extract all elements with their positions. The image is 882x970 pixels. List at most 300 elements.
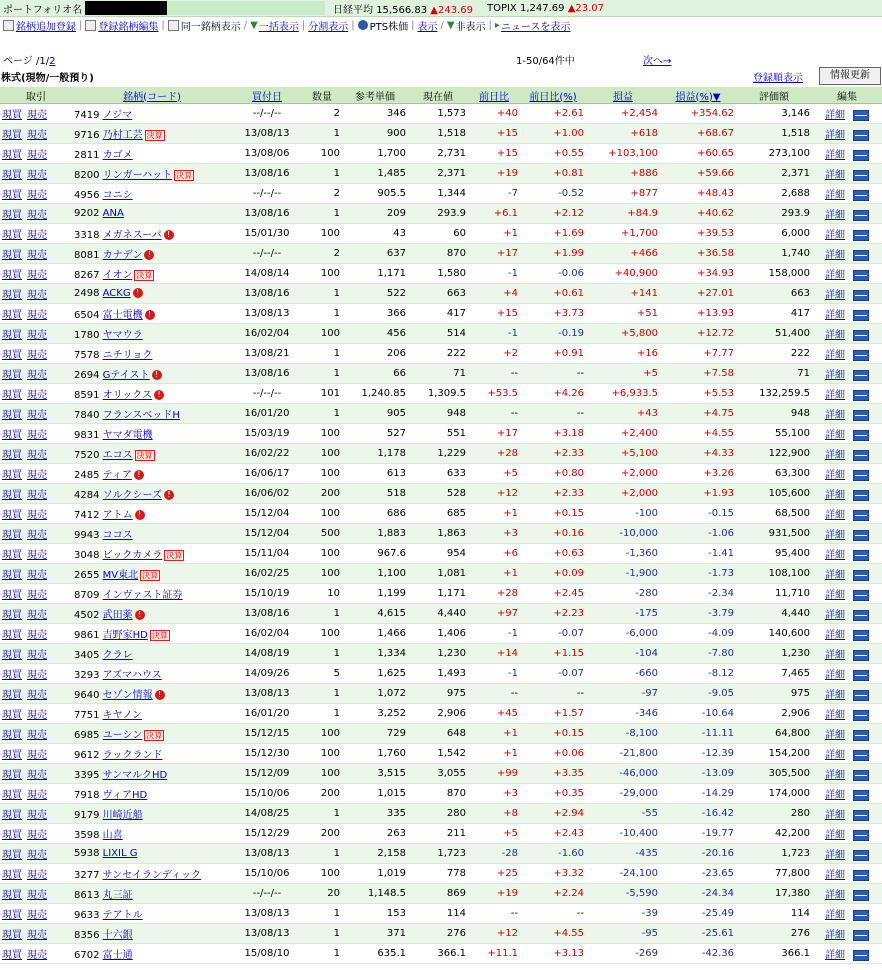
mail-icon[interactable] [853,150,869,161]
edit-brand-link[interactable]: 登録銘柄編集 [98,21,159,33]
buy-link[interactable]: 現買 [2,370,22,381]
detail-link[interactable]: 詳細 [825,470,845,481]
sell-link[interactable]: 現売 [27,230,47,241]
sort-link[interactable]: 損益(%)▼ [675,91,721,103]
pts-show-link[interactable]: 表示 [417,21,438,33]
mail-icon[interactable] [853,270,869,281]
table-row [0,184,882,204]
purchase-date: 13/08/16 [232,164,302,184]
mail-icon[interactable] [853,690,869,701]
brand-code: 8613 [74,890,103,901]
buy-link[interactable]: 現買 [2,710,22,721]
brand-name-link[interactable]: クラレ [102,650,133,661]
mail-icon[interactable] [853,830,869,841]
buy-link[interactable]: 現買 [2,910,22,921]
mail-icon[interactable] [853,930,869,941]
detail-link[interactable]: 詳細 [825,790,845,801]
brand-name-link[interactable]: イオン [102,270,133,281]
sell-link[interactable]: 現売 [27,870,47,881]
sell-link[interactable]: 現売 [27,690,47,701]
brand-name-link[interactable]: 十六銀 [102,930,133,941]
mail-icon[interactable] [853,370,869,381]
detail-link[interactable]: 詳細 [825,330,845,341]
detail-link[interactable]: 詳細 [825,830,845,841]
brand-code: 7840 [74,410,103,421]
sell-link[interactable]: 現売 [27,910,47,921]
brand-name-link[interactable]: ティア [102,470,132,481]
brand-name-link[interactable]: コニシ [102,190,133,201]
detail-link[interactable]: 詳細 [825,550,845,561]
add-brand-link[interactable]: 銘柄追加登録 [16,21,76,33]
reference-unit-price: 967.6 [342,544,408,564]
buy-link[interactable]: 現買 [2,310,22,321]
brand-name-link[interactable]: ニチリョク [102,350,153,361]
brand-name-link[interactable]: 川崎近船 [102,810,143,821]
sell-link[interactable]: 現売 [27,750,47,761]
day-change: +25 [468,864,520,884]
brand-name-link[interactable]: ノジマ [102,110,133,121]
mail-icon[interactable] [853,250,869,261]
buy-link[interactable]: 現買 [2,170,22,181]
current-price: 1,230 [408,644,468,664]
buy-link[interactable]: 現買 [2,690,22,701]
brand-name-link[interactable]: 乃村工芸 [102,130,143,141]
sell-link[interactable]: 現売 [27,490,47,501]
mail-icon[interactable] [853,230,869,241]
brand-name-link[interactable]: メガネスーパ [102,230,162,241]
mail-icon[interactable] [853,330,869,341]
brand-name-link[interactable]: 吉野家HD [102,630,148,641]
sell-link[interactable]: 現売 [27,130,47,141]
day-change-pct: +2.12 [520,204,586,224]
detail-link[interactable]: 詳細 [825,290,845,301]
detail-link[interactable]: 詳細 [825,770,845,781]
sell-link[interactable]: 現売 [27,390,47,401]
buy-link[interactable]: 現買 [2,330,22,341]
buy-link[interactable]: 現買 [2,810,22,821]
current-price: 514 [408,324,468,344]
bulk-view-link[interactable]: 一括表示 [258,21,299,33]
buy-link[interactable]: 現買 [2,550,22,561]
mail-icon[interactable] [853,390,869,401]
profit-loss: +141 [586,284,660,304]
buy-link[interactable]: 現買 [2,430,22,441]
brand-name-link[interactable]: セゾン情報 [102,690,153,701]
brand-name-link[interactable]: Gテイスト [102,370,150,381]
mail-icon[interactable] [853,450,869,461]
quantity: 1 [302,644,342,664]
detail-link[interactable]: 詳細 [825,510,845,521]
brand-code: 3395 [74,770,103,781]
brand-name-link[interactable]: カゴメ [102,150,133,161]
detail-link[interactable]: 詳細 [825,870,845,881]
buy-link[interactable]: 現買 [2,110,22,121]
brand-name-link[interactable]: 山喜 [102,830,123,841]
day-change: +28 [468,444,520,464]
brand-name-link[interactable]: ココス [102,530,133,541]
mail-icon[interactable] [853,610,869,621]
sell-link[interactable]: 現売 [27,670,47,681]
buy-link[interactable]: 現買 [2,730,22,741]
column-header[interactable] [232,87,302,104]
detail-link[interactable]: 詳細 [825,910,845,921]
buy-link[interactable]: 現買 [2,770,22,781]
mail-icon[interactable] [853,950,869,961]
detail-link[interactable]: 詳細 [825,690,845,701]
sell-link[interactable]: 現売 [27,510,47,521]
buy-link[interactable]: 現買 [2,130,22,141]
sell-link[interactable]: 現売 [27,350,47,361]
brand-name-link[interactable]: ビックカメラ [102,550,163,561]
buy-link[interactable]: 現買 [2,190,22,201]
buy-link[interactable]: 現買 [2,650,22,661]
mail-icon[interactable] [853,710,869,721]
next-page-link[interactable]: 次へ→ [643,56,672,67]
split-view-link[interactable]: 分割表示 [308,21,349,33]
edit-cell [812,764,882,784]
brand-cell [72,804,232,824]
portfolio-name-field[interactable] [85,1,167,15]
detail-link[interactable]: 詳細 [825,590,845,601]
buy-link[interactable]: 現買 [2,630,22,641]
detail-link[interactable]: 詳細 [825,730,845,741]
mail-icon[interactable] [853,550,869,561]
mail-icon[interactable] [853,310,869,321]
mail-icon[interactable] [853,290,869,301]
detail-link[interactable]: 詳細 [825,430,845,441]
profit-loss-pct: -25.61 [660,924,736,944]
brand-name-link[interactable]: MV東北 [102,570,139,581]
detail-link[interactable]: 詳細 [825,630,845,641]
sell-link[interactable]: 現売 [27,470,47,481]
sell-link[interactable]: 現売 [27,950,47,961]
valuation: 280 [736,804,812,824]
detail-link[interactable]: 詳細 [825,210,845,221]
buy-link[interactable]: 現買 [2,510,22,521]
reference-unit-price: 518 [342,484,408,504]
detail-link[interactable]: 詳細 [825,170,845,181]
sell-link[interactable]: 現売 [27,310,47,321]
brand-name-link[interactable]: LIXIL G [102,848,138,859]
buy-link[interactable]: 現買 [2,390,22,401]
brand-name-link[interactable]: テアトル [102,910,143,921]
detail-link[interactable]: 詳細 [825,750,845,761]
buy-link[interactable]: 現買 [2,270,22,281]
brand-name-link[interactable]: ユーシン [102,730,143,741]
trade-cell [0,644,72,664]
brand-cell [72,944,232,964]
sell-link[interactable]: 現売 [27,450,47,461]
buy-link[interactable]: 現買 [2,930,22,941]
buy-link[interactable]: 現買 [2,610,22,621]
day-change: +6 [468,544,520,564]
mail-icon[interactable] [853,910,869,921]
sort-link[interactable]: 買付日 [252,91,282,103]
brand-code: 5938 [74,848,103,859]
detail-link[interactable]: 詳細 [825,570,845,581]
buy-link[interactable]: 現買 [2,670,22,681]
buy-link[interactable]: 現買 [2,250,22,261]
detail-link[interactable]: 詳細 [825,230,845,241]
mail-icon[interactable] [853,530,869,541]
buy-link[interactable]: 現買 [2,230,22,241]
trade-cell [0,284,72,304]
brand-name-link[interactable]: ヴィアHD [102,790,148,801]
sell-link[interactable]: 現売 [27,370,47,381]
profit-loss-pct: -12.39 [660,744,736,764]
buy-link[interactable]: 現買 [2,850,22,861]
brand-name-link[interactable]: アトム [102,510,133,521]
purchase-date: 16/06/17 [232,464,302,484]
mail-icon[interactable] [853,130,869,141]
brand-name-link[interactable]: サンセイランディック [102,870,202,881]
brand-name-link[interactable]: ラックランド [102,750,163,761]
sell-link[interactable]: 現売 [27,890,47,901]
sell-link[interactable]: 現売 [27,710,47,721]
brand-name-link[interactable]: ソルクシーズ [102,490,162,501]
buy-link[interactable]: 現買 [2,450,22,461]
brand-name-link[interactable]: 丸三証 [102,890,133,901]
sort-link[interactable]: 損益 [613,91,633,103]
quantity: 100 [302,224,342,244]
refresh-button[interactable]: 情報更新 [819,67,881,85]
brand-name-link[interactable]: フランスベッドH [102,410,180,421]
mail-icon[interactable] [853,490,869,501]
pts-hide-label: 非表示 [455,21,486,33]
mail-icon[interactable] [853,350,869,361]
brand-name-link[interactable]: エコス [102,450,133,461]
purchase-date: 15/01/30 [232,224,302,244]
buy-link[interactable]: 現買 [2,410,22,421]
detail-link[interactable]: 詳細 [825,930,845,941]
detail-link[interactable]: 詳細 [825,490,845,501]
sort-link[interactable]: 前日比(%) [529,91,577,103]
sell-link[interactable]: 現売 [27,770,47,781]
sell-link[interactable]: 現売 [27,610,47,621]
brand-cell [72,184,232,204]
sell-link[interactable]: 現売 [27,530,47,541]
column-header[interactable] [586,87,660,104]
detail-link[interactable]: 詳細 [825,370,845,381]
detail-link[interactable]: 詳細 [825,190,845,201]
brand-name-link[interactable]: アズマハウス [102,670,162,681]
detail-link[interactable]: 詳細 [825,670,845,681]
sell-link[interactable]: 現売 [27,850,47,861]
brand-cell [72,304,232,324]
table-row [0,604,882,624]
valuation: 1,723 [736,844,812,864]
mail-icon[interactable] [853,770,869,781]
brand-name-link[interactable]: 富士通 [102,950,133,961]
sell-link[interactable]: 現売 [27,410,47,421]
buy-link[interactable]: 現買 [2,590,22,601]
brand-name-link[interactable]: 武田薬 [102,610,133,621]
reference-unit-price: 905 [342,404,408,424]
detail-link[interactable]: 詳細 [825,710,845,721]
brand-name-link[interactable]: カナデン [102,250,143,261]
mail-icon[interactable] [853,650,869,661]
buy-link[interactable]: 現買 [2,950,22,961]
mail-icon[interactable] [853,410,869,421]
buy-link[interactable]: 現買 [2,750,22,761]
buy-link[interactable]: 現買 [2,350,22,361]
buy-link[interactable]: 現買 [2,570,22,581]
detail-link[interactable]: 詳細 [825,150,845,161]
detail-link[interactable]: 詳細 [825,450,845,461]
brand-name-link[interactable]: 富士電機 [102,310,143,321]
brand-code: 7918 [74,790,103,801]
sell-link[interactable]: 現売 [27,790,47,801]
sell-link[interactable]: 現売 [27,430,47,441]
brand-name-link[interactable]: ANA [102,208,124,219]
detail-link[interactable]: 詳細 [825,650,845,661]
profit-loss: +5,100 [586,444,660,464]
detail-link[interactable]: 詳細 [825,850,845,861]
brand-name-link[interactable]: ヤマダ電機 [102,430,153,441]
trade-cell [0,504,72,524]
day-change-pct: -0.07 [520,664,586,684]
mail-icon[interactable] [853,510,869,521]
sell-link[interactable]: 現売 [27,730,47,741]
day-change-pct: +3.18 [520,424,586,444]
brand-cell [72,444,232,464]
detail-link[interactable]: 詳細 [825,350,845,361]
nikkei-index: 日経平均 15,566.83 ▲243.69 [333,4,473,16]
buy-link[interactable]: 現買 [2,290,22,301]
mail-icon[interactable] [853,590,869,601]
mail-icon[interactable] [853,210,869,221]
detail-link[interactable]: 詳細 [825,890,845,901]
brand-cell [72,244,232,264]
sell-link[interactable]: 現売 [27,270,47,281]
detail-link[interactable]: 詳細 [825,270,845,281]
buy-link[interactable]: 現買 [2,530,22,541]
mail-icon[interactable] [853,790,869,801]
column-header[interactable] [72,87,232,104]
mail-icon[interactable] [853,870,869,881]
sell-link[interactable]: 現売 [27,190,47,201]
mail-icon[interactable] [853,110,869,121]
brand-name-link[interactable]: ACKG [102,288,131,299]
buy-link[interactable]: 現買 [2,790,22,801]
current-price: 114 [408,904,468,924]
mail-icon[interactable] [853,470,869,481]
registration-order-link[interactable]: 登録順表示 [753,73,803,84]
purchase-date: 15/12/15 [232,724,302,744]
brand-name-link[interactable]: ヤマウラ [102,330,143,341]
buy-link[interactable]: 現買 [2,870,22,881]
edit-cell [812,904,882,924]
sell-link[interactable]: 現売 [27,830,47,841]
day-change: +15 [468,144,520,164]
sell-link[interactable]: 現売 [27,550,47,561]
brand-name-link[interactable]: サンマルクHD [102,770,168,781]
buy-link[interactable]: 現買 [2,830,22,841]
sell-link[interactable]: 現売 [27,250,47,261]
mail-icon[interactable] [853,670,869,681]
buy-link[interactable]: 現買 [2,210,22,221]
edit-cell [812,324,882,344]
trade-cell [0,224,72,244]
column-header[interactable] [520,87,586,104]
buy-link[interactable]: 現買 [2,890,22,901]
alert-icon: ! [152,370,162,380]
buy-link[interactable]: 現買 [2,470,22,481]
detail-link[interactable]: 詳細 [825,950,845,961]
sell-link[interactable]: 現売 [27,210,47,221]
news-show-link[interactable]: ニュースを表示 [500,21,571,33]
mail-icon[interactable] [853,730,869,741]
detail-link[interactable]: 詳細 [825,130,845,141]
sell-link[interactable]: 現売 [27,150,47,161]
sell-link[interactable]: 現売 [27,570,47,581]
column-header[interactable] [660,87,736,104]
brand-name-link[interactable]: キヤノン [102,710,143,721]
sort-link[interactable]: 前日比 [479,91,509,103]
mail-icon[interactable] [853,750,869,761]
buy-link[interactable]: 現買 [2,490,22,501]
detail-link[interactable]: 詳細 [825,390,845,401]
detail-link[interactable]: 詳細 [825,310,845,321]
mail-icon[interactable] [853,170,869,181]
mail-icon[interactable] [853,570,869,581]
trade-cell [0,164,72,184]
sort-link[interactable]: 銘柄(コード) [123,91,181,103]
reference-unit-price: 1,015 [342,784,408,804]
quantity: 100 [302,764,342,784]
sell-link[interactable]: 現売 [27,630,47,641]
sell-link[interactable]: 現売 [27,170,47,181]
detail-link[interactable]: 詳細 [825,410,845,421]
detail-link[interactable]: 詳細 [825,250,845,261]
sell-link[interactable]: 現売 [27,330,47,341]
brand-name-link[interactable]: リンガーハット [102,170,173,181]
brand-name-link[interactable]: オリックス [102,390,153,401]
sell-link[interactable]: 現売 [27,930,47,941]
day-change-pct: -1.60 [520,844,586,864]
buy-link[interactable]: 現買 [2,150,22,161]
brand-name-link[interactable]: インヴァスト証券 [102,590,183,601]
sell-link[interactable]: 現売 [27,290,47,301]
sell-link[interactable]: 現売 [27,650,47,661]
mail-icon[interactable] [853,810,869,821]
day-change: +5 [468,824,520,844]
brand-code: 7412 [74,510,103,521]
sell-link[interactable]: 現売 [27,590,47,601]
current-price: 870 [408,784,468,804]
mail-icon[interactable] [853,890,869,901]
page-label: ページ /1/ [3,56,50,67]
current-price: 869 [408,884,468,904]
mail-icon[interactable] [853,430,869,441]
current-price: 60 [408,224,468,244]
sell-link[interactable]: 現売 [27,810,47,821]
mail-icon[interactable] [853,630,869,641]
day-change-pct: +2.24 [520,884,586,904]
mail-icon[interactable] [853,850,869,861]
current-price: 1,344 [408,184,468,204]
detail-link[interactable]: 詳細 [825,110,845,121]
column-header[interactable] [468,87,520,104]
mail-icon[interactable] [853,190,869,201]
day-change: +4 [468,284,520,304]
sell-link[interactable]: 現売 [27,110,47,121]
detail-link[interactable]: 詳細 [825,530,845,541]
detail-link[interactable]: 詳細 [825,610,845,621]
page-2-link[interactable]: 2 [49,56,56,67]
detail-link[interactable]: 詳細 [825,810,845,821]
profit-loss: -100 [586,504,660,524]
